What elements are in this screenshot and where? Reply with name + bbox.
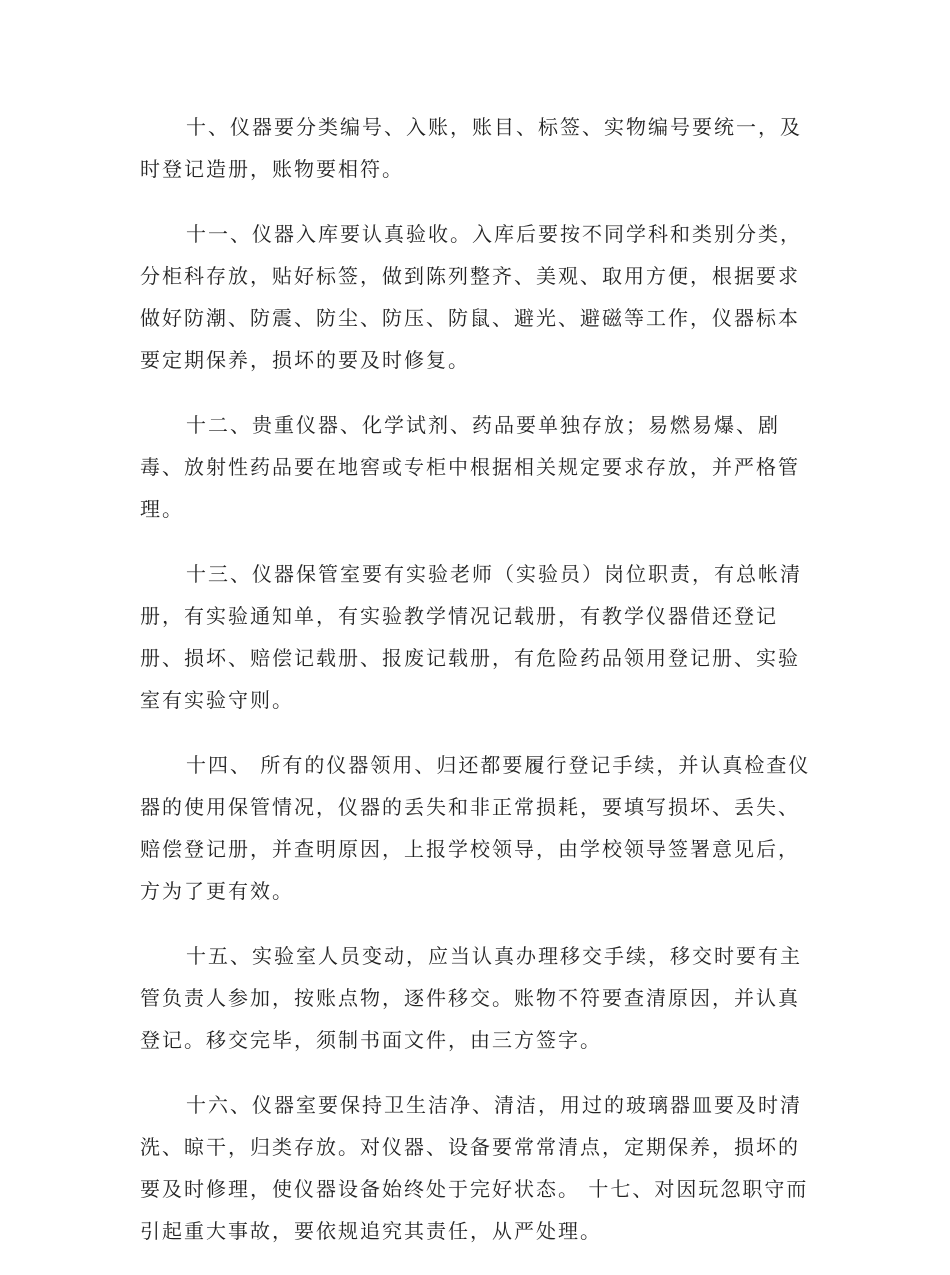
paragraph-line: 器的使用保管情况，仪器的丢失和非正常损耗，要填写损坏、丢失、 bbox=[140, 795, 800, 819]
paragraph-line: 登记。移交完毕，须制书面文件，由三方签字。 bbox=[140, 1028, 602, 1052]
paragraph-line: 册、损坏、赔偿记载册、报废记载册，有危险药品领用登记册、实验 bbox=[140, 646, 800, 670]
paragraph-line: 十三、仪器保管室要有实验老师（实验员）岗位职责，有总帐清 bbox=[186, 562, 802, 586]
paragraph-line: 十二、贵重仪器、化学试剂、药品要单独存放；易燃易爆、剧 bbox=[186, 413, 780, 437]
paragraph-line: 毒、放射性药品要在地窖或专柜中根据相关规定要求存放，并严格管 bbox=[140, 455, 800, 479]
paragraph-12 bbox=[140, 404, 810, 530]
paragraph-line: 洗、晾干，归类存放。对仪器、设备要常常清点，定期保养，损坏的 bbox=[140, 1135, 800, 1159]
paragraph-line: 方为了更有效。 bbox=[140, 879, 294, 903]
paragraph-15 bbox=[140, 935, 810, 1061]
paragraph-line: 分柜科存放，贴好标签，做到陈列整齐、美观、取用方便，根据要求 bbox=[140, 264, 800, 288]
paragraph-line: 理。 bbox=[140, 497, 184, 521]
paragraph-line: 十六、仪器室要保持卫生洁净、清洁，用过的玻璃器皿要及时清 bbox=[186, 1093, 802, 1117]
paragraph-13 bbox=[140, 553, 810, 721]
paragraph-line: 十四、 所有的仪器领用、归还都要履行登记手续，并认真检查仪 bbox=[186, 753, 811, 777]
paragraph-line: 十一、仪器入库要认真验收。入库后要按不同学科和类别分类， bbox=[186, 222, 802, 246]
paragraph-line: 引起重大事故，要依规追究其责任，从严处理。 bbox=[140, 1219, 602, 1243]
paragraph-line: 十、仪器要分类编号、入账，账目、标签、实物编号要统一，及 bbox=[186, 115, 802, 139]
paragraph-11 bbox=[140, 213, 810, 381]
paragraph-line: 时登记造册，账物要相符。 bbox=[140, 157, 404, 181]
paragraph-16 bbox=[140, 1084, 810, 1252]
paragraph-14 bbox=[140, 744, 810, 912]
paragraph-10 bbox=[140, 106, 810, 190]
paragraph-line: 做好防潮、防震、防尘、防压、防鼠、避光、避磁等工作，仪器标本 bbox=[140, 306, 800, 330]
paragraph-line: 管负责人参加，按账点物，逐件移交。账物不符要查清原因，并认真 bbox=[140, 986, 800, 1010]
paragraph-line: 要定期保养，损坏的要及时修复。 bbox=[140, 348, 470, 372]
paragraph-line: 十五、实验室人员变动，应当认真办理移交手续，移交时要有主 bbox=[186, 944, 802, 968]
paragraph-line: 要及时修理，使仪器设备始终处于完好状态。 十七、对因玩忽职守而 bbox=[140, 1177, 809, 1201]
paragraph-line: 室有实验守则。 bbox=[140, 688, 294, 712]
document-body bbox=[140, 106, 810, 1275]
paragraph-line: 赔偿登记册，并查明原因，上报学校领导，由学校领导签署意见后， bbox=[140, 837, 800, 861]
paragraph-line: 册，有实验通知单，有实验教学情况记载册，有教学仪器借还登记 bbox=[140, 604, 778, 628]
